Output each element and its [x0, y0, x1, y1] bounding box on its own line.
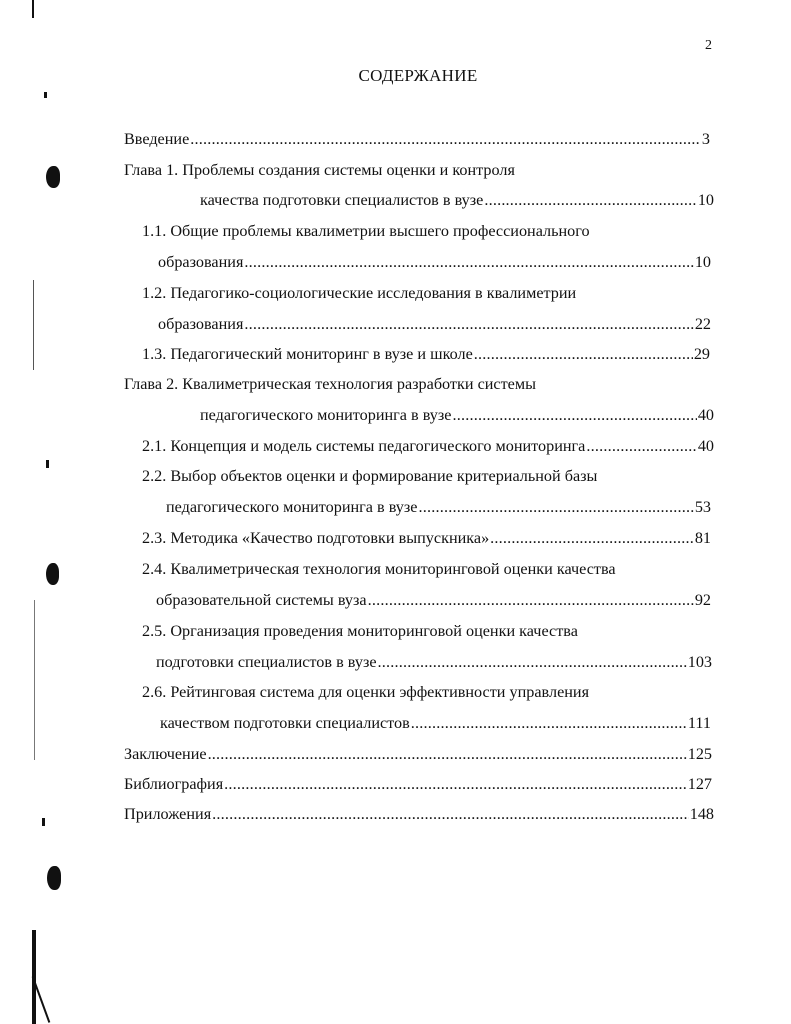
toc-entry-chapter2[interactable] [200, 404, 714, 426]
toc-entry-2-2-title [142, 465, 597, 487]
toc-entry-1-2-title [142, 282, 576, 304]
toc-entry-2-5-title [142, 620, 578, 642]
toc-entry-text: Глава 1. Проблемы создания системы оценки и контроля [124, 161, 515, 179]
dot-leader [418, 496, 693, 518]
toc-page-number: 125 [687, 745, 712, 763]
dot-leader [411, 712, 687, 734]
toc-entry-text: 1.3. Педагогический мониторинг в вузе и школе [142, 345, 473, 363]
toc-entry-text: 1.2. Педагогико-социологические исследования в квалиметрии [142, 284, 577, 302]
dot-leader [490, 527, 694, 549]
page-title: СОДЕРЖАНИЕ [358, 66, 478, 85]
toc-entry-conclusion[interactable] [124, 743, 712, 765]
toc-page-number: 111 [687, 714, 711, 732]
toc-page-number: 103 [687, 653, 712, 671]
toc-entry-2-6-title [142, 681, 589, 703]
dot-leader [474, 343, 693, 365]
toc-entry-text: Глава 2. Квалиметрическая технология разработки системы [124, 375, 536, 393]
scan-mark-top [32, 0, 34, 18]
toc-entry-text: образовательной системы вуза [156, 591, 367, 609]
toc-entry-text: 2.1. Концепция и модель системы педагогического мониторинга [142, 437, 586, 455]
dot-leader [208, 743, 687, 765]
toc-page-number: 148 [689, 805, 714, 823]
toc-entry-text: образования [158, 253, 244, 271]
toc-entry-text: подготовки специалистов в вузе [156, 653, 377, 671]
toc-entry-1-1[interactable] [158, 251, 711, 273]
dot-leader [190, 128, 701, 150]
toc-entry-text: 1.1. Общие проблемы квалиметрии высшего профессионального [142, 222, 590, 240]
toc-page-number: 53 [694, 498, 711, 516]
toc-entry-2-4[interactable] [156, 589, 711, 611]
toc-entry-2-5[interactable] [156, 651, 712, 673]
toc-page-number: 127 [687, 775, 712, 793]
toc-entry-2-1[interactable] [142, 435, 714, 457]
toc-page-number: 40 [697, 406, 714, 424]
scan-mark-small [46, 460, 49, 468]
toc-page-number: 10 [694, 253, 711, 271]
dot-leader [484, 189, 696, 211]
toc-page-number: 81 [694, 529, 711, 547]
toc-entry-text: 2.2. Выбор объектов оценки и формирование критериальной базы [142, 467, 598, 485]
toc-entry-text: 2.5. Организация проведения мониторинговой оценки качества [142, 622, 578, 640]
toc-entry-text: Заключение [124, 745, 207, 763]
toc-entry-text: 2.3. Методика «Качество подготовки выпускника» [142, 529, 490, 547]
dot-leader [586, 435, 696, 457]
dot-leader [368, 589, 694, 611]
dot-leader [224, 773, 687, 795]
toc-page-number: 22 [694, 315, 711, 333]
scan-line-1 [33, 280, 34, 370]
binder-hole-1 [46, 166, 60, 188]
toc-entry-text: качества подготовки специалистов в вузе [200, 191, 484, 209]
toc-entry-2-6[interactable] [160, 712, 711, 734]
toc-entry-text: качеством подготовки специалистов [160, 714, 410, 732]
toc-entry-text: педагогического мониторинга в вузе [200, 406, 452, 424]
toc-page-number: 92 [694, 591, 711, 609]
toc-entry-1-1-title [142, 220, 590, 242]
toc-entry-2-2[interactable] [166, 496, 711, 518]
dot-leader [244, 251, 693, 273]
toc-page-number: 3 [701, 130, 710, 148]
dot-leader [452, 404, 696, 426]
binder-hole-3 [47, 866, 61, 890]
scan-mark-small [44, 92, 47, 98]
page-number: 2 [705, 38, 712, 53]
toc-entry-text: 2.4. Квалиметрическая технология мониторинговой оценки качества [142, 560, 616, 578]
toc-entry-text: 2.6. Рейтинговая система для оценки эффективности управления [142, 683, 590, 701]
toc-entry-text: образования [158, 315, 244, 333]
toc-entry-2-3[interactable] [142, 527, 711, 549]
toc-entry-appendices[interactable] [124, 803, 714, 825]
toc-entry-1-3[interactable] [142, 343, 710, 365]
toc-entry-chapter1-title [124, 159, 515, 181]
toc-page-number: 29 [693, 345, 710, 363]
toc-entry-text: Библиография [124, 775, 224, 793]
toc-page-number: 10 [697, 191, 714, 209]
toc-entry-text: Введение [124, 130, 190, 148]
toc-page-number: 40 [697, 437, 714, 455]
toc-entry-text: педагогического мониторинга в вузе [166, 498, 418, 516]
dot-leader [212, 803, 689, 825]
toc-entry-2-4-title [142, 558, 616, 580]
toc-entry-1-2[interactable] [158, 313, 711, 335]
toc-entry-bibliography[interactable] [124, 773, 712, 795]
toc-entry-text: Приложения [124, 805, 212, 823]
toc-entry-chapter2-title [124, 373, 536, 395]
scan-line-2 [34, 600, 35, 760]
dot-leader [244, 313, 693, 335]
binder-hole-2 [46, 563, 59, 585]
toc-entry-chapter1[interactable] [200, 189, 714, 211]
scan-mark-small [42, 818, 45, 826]
toc-entry-introduction[interactable] [124, 128, 710, 150]
dot-leader [378, 651, 687, 673]
